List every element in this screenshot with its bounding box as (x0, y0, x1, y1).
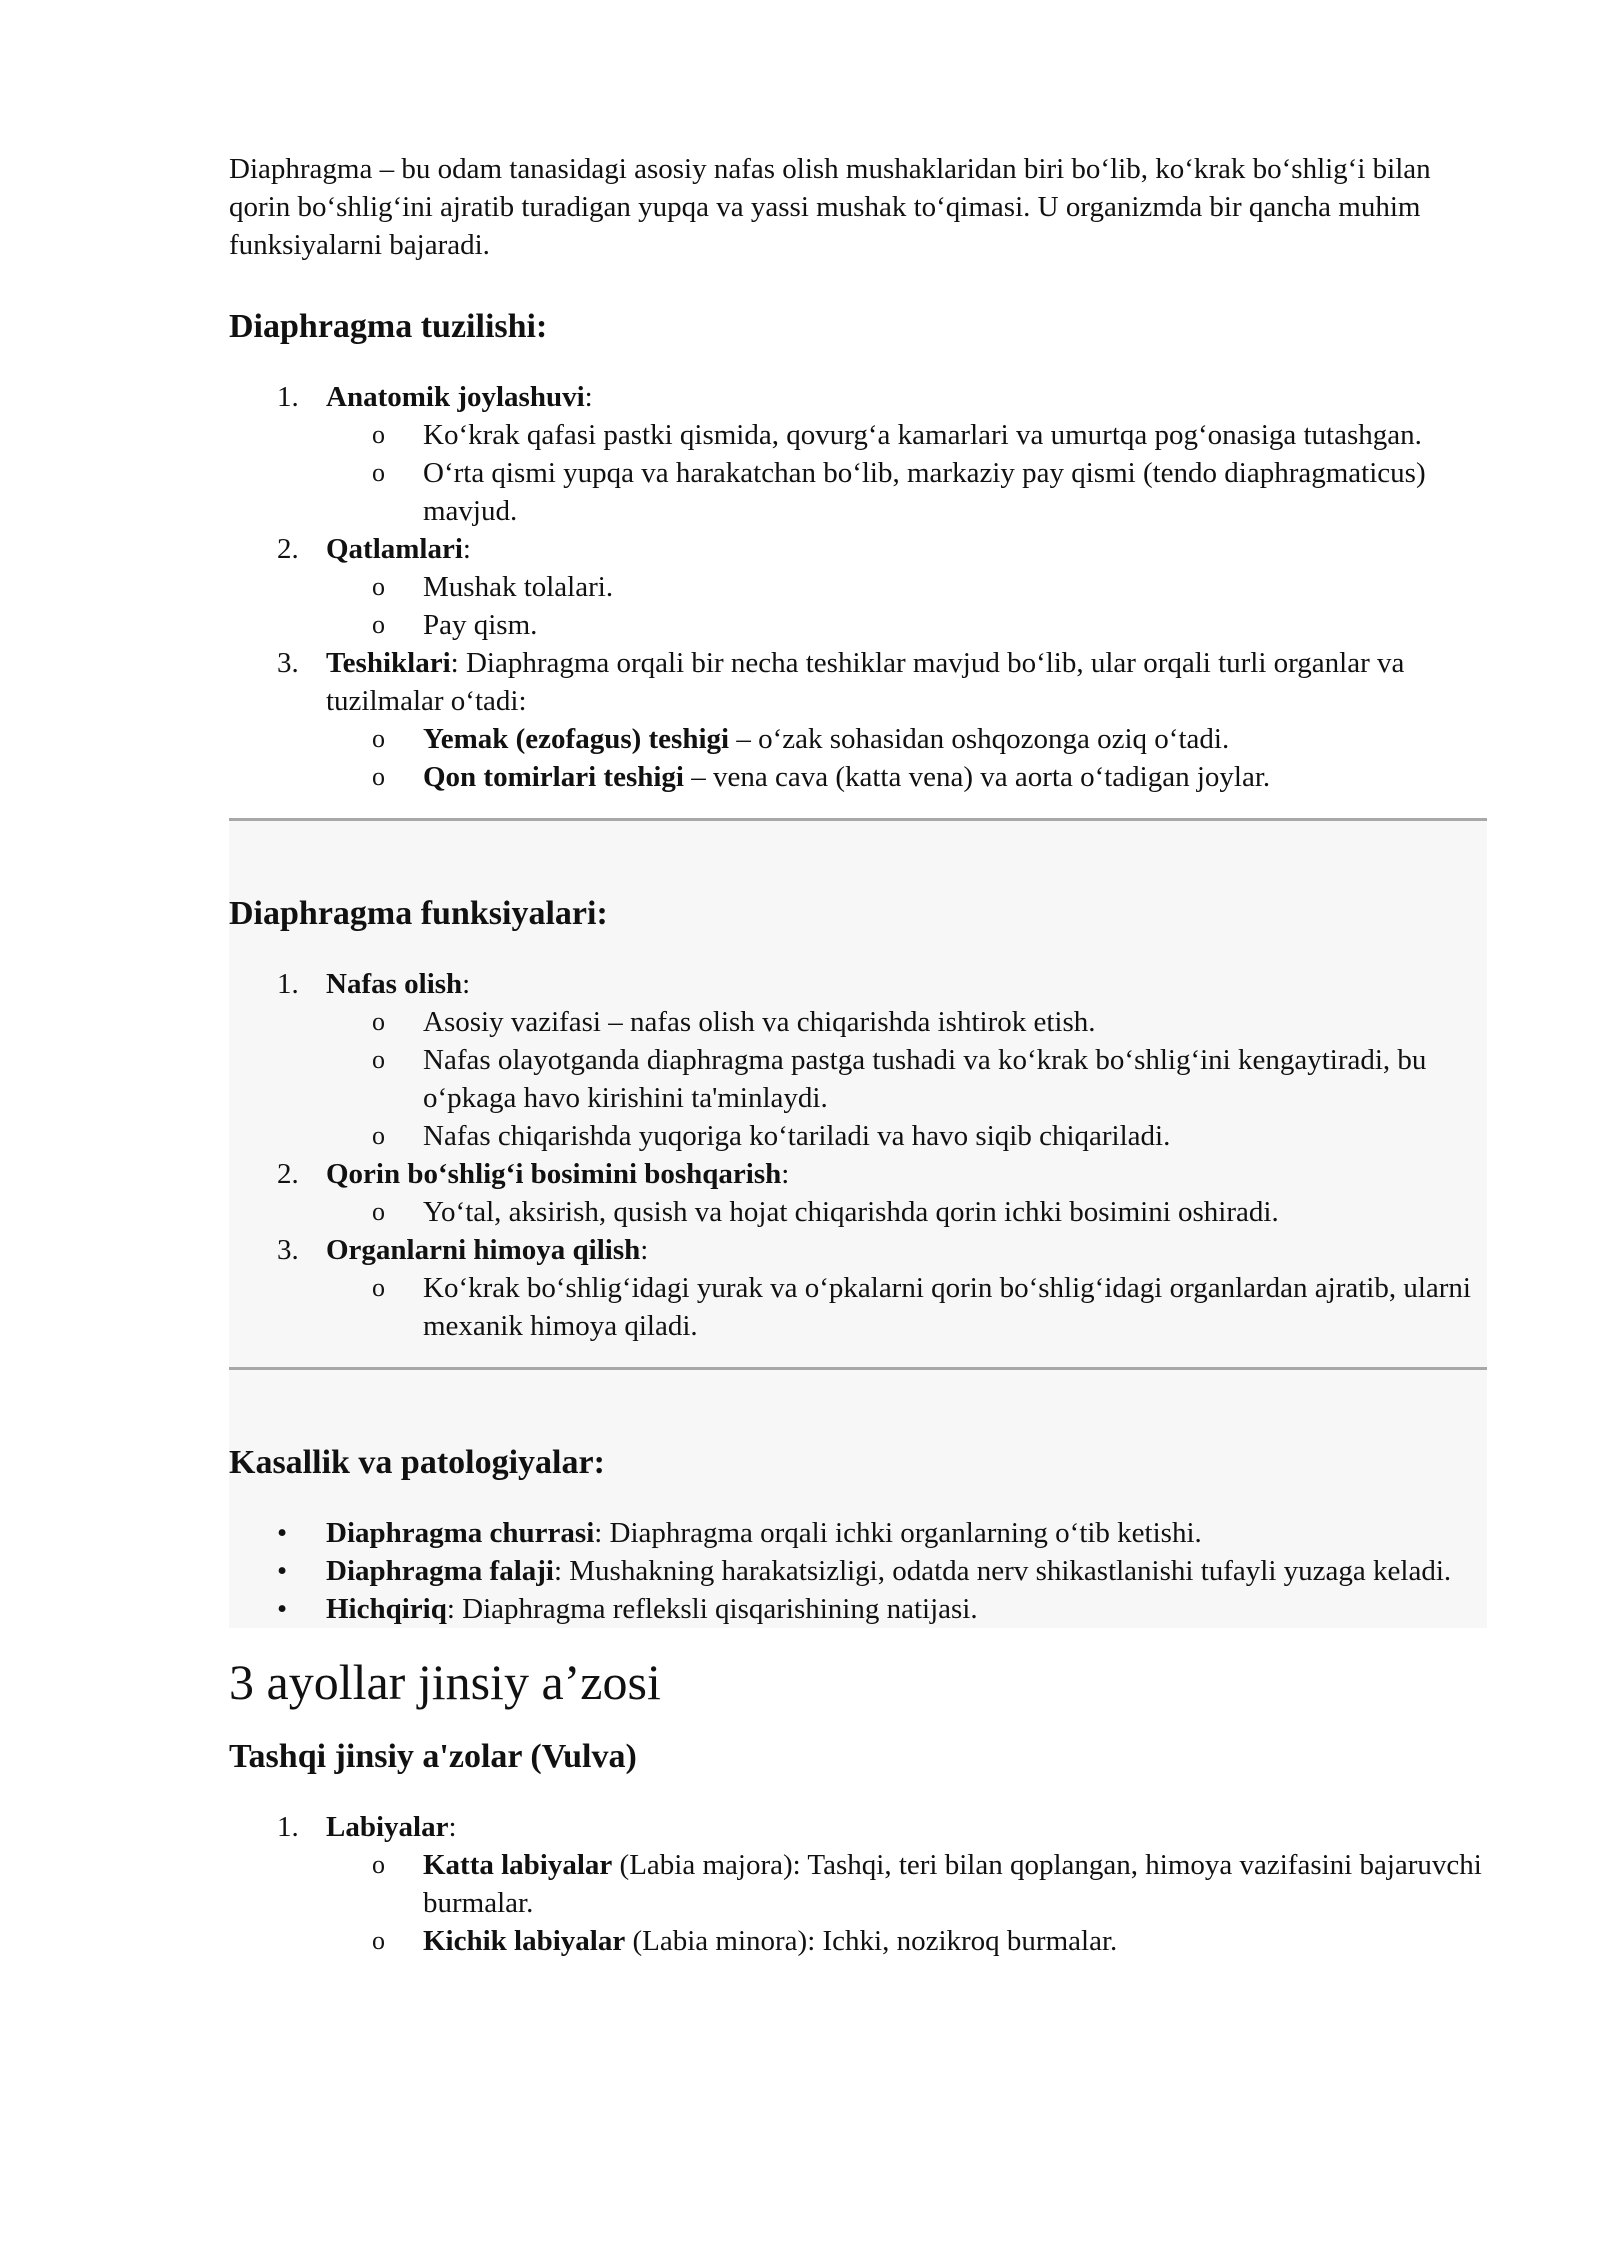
item-label: Diaphragma falaji (326, 1555, 554, 1587)
item-label: Qorin bo‘shlig‘i bosimini boshqarish (326, 1158, 782, 1190)
item-number: 3. (277, 1234, 299, 1266)
sub-item-text: (Labia minora): Ichki, nozikroq burmalar. (625, 1925, 1118, 1957)
sub-list-item (326, 1193, 1487, 1231)
sub-list (326, 1846, 1487, 1960)
sub-list-item (326, 454, 1487, 530)
heading-diseases: Kasallik va patologiyalar: (229, 1444, 605, 1481)
item-text: : Diaphragma orqali ichki organlarning o‘tib ketishi. (594, 1517, 1202, 1549)
heading-functions: Diaphragma funksiyalari: (229, 895, 608, 932)
sub-list-item (326, 1922, 1487, 1960)
item-label: Organlarni himoya qilish (326, 1234, 641, 1266)
list-item (229, 965, 1487, 1155)
item-label: Hichqiriq (326, 1593, 447, 1625)
sub-item-text: Asosiy vazifasi – nafas olish va chiqarishda ishtirok etish. (423, 1006, 1096, 1038)
list-item (229, 1231, 1487, 1345)
sub-item-text: Pay qism. (423, 609, 538, 641)
item-label: Anatomik joylashuvi (326, 381, 585, 413)
heading-vulva: Tashqi jinsiy a'zolar (Vulva) (229, 1738, 637, 1775)
intro-paragraph: Diaphragma – bu odam tanasidagi asosiy nafas olish mushaklaridan biri bo‘lib, ko‘krak bo‘shlig‘i bilan qorin bo‘shlig‘ini ajratib turadigan yupqa va yassi mushak to‘qimasi. U organizmda bir qancha muhim funksiyalarni bajaradi. (229, 153, 1431, 261)
circle-bullet-icon: o (372, 458, 385, 487)
item-label: Teshiklari (326, 647, 451, 679)
item-text: : (640, 1234, 649, 1266)
sub-item-text: Nafas chiqarishda yuqoriga ko‘tariladi va havo siqib chiqariladi. (423, 1120, 1171, 1152)
sub-list-item (326, 720, 1487, 758)
sub-item-text: – vena cava (katta vena) va aorta o‘tadigan joylar. (683, 761, 1271, 793)
bullet-icon: • (277, 1517, 288, 1549)
sub-list-item (326, 758, 1487, 796)
bullet-icon: • (277, 1593, 288, 1625)
list-item (229, 378, 1487, 530)
item-number: 1. (277, 1811, 299, 1843)
section-title: 3 ayollar jinsiy a’zosi (229, 1654, 661, 1710)
list-item (229, 1155, 1487, 1231)
sub-list-item (326, 1041, 1487, 1117)
sub-item-text: – o‘zak sohasidan oshqozonga oziq o‘tadi. (729, 723, 1230, 755)
sub-item-text: (Labia majora): Tashqi, teri bilan qoplangan, himoya vazifasini bajaruvchi burmalar. (423, 1849, 1482, 1919)
item-number: 1. (277, 968, 299, 1000)
diseases-section (229, 1370, 1487, 1628)
document-page (229, 150, 1487, 1960)
list-item (229, 530, 1487, 644)
list-item (229, 1808, 1487, 1960)
item-label: Labiyalar (326, 1811, 449, 1843)
circle-bullet-icon: o (372, 420, 385, 449)
item-text: : (448, 1811, 457, 1843)
circle-bullet-icon: o (372, 1121, 385, 1150)
sub-list-item (326, 606, 1487, 644)
item-text: : Mushakning harakatsizligi, odatda nerv shikastlanishi tufayli yuzaga keladi. (553, 1555, 1452, 1587)
circle-bullet-icon: o (372, 1926, 385, 1955)
item-text: : Diaphragma orqali bir necha teshiklar mavjud bo‘lib, ular orqali turli organlar va tuzilmalar o‘tadi: (326, 647, 1405, 717)
structure-list (229, 378, 1487, 796)
vulva-list (229, 1808, 1487, 1960)
item-label: Diaphragma churrasi (326, 1517, 595, 1549)
sub-item-text: Yo‘tal, aksirish, qusish va hojat chiqarishda qorin ichki bosimini oshiradi. (423, 1196, 1279, 1228)
sub-item-label: Yemak (ezofagus) teshigi (423, 723, 730, 755)
sub-list (326, 416, 1487, 530)
circle-bullet-icon: o (372, 724, 385, 753)
list-item (229, 1590, 1487, 1628)
sub-item-text: Nafas olayotganda diaphragma pastga tushadi va ko‘krak bo‘shlig‘ini kengaytiradi, bu o‘pkaga havo kirishini ta'minlaydi. (423, 1044, 1427, 1114)
sub-list-item (326, 1117, 1487, 1155)
functions-section (229, 821, 1487, 1367)
sub-item-text: Ko‘krak qafasi pastki qismida, qovurg‘a kamarlari va umurtqa pog‘onasiga tutashgan. (423, 419, 1422, 451)
functions-list (229, 965, 1487, 1345)
sub-list-item (326, 1003, 1487, 1041)
heading-structure: Diaphragma tuzilishi: (229, 308, 548, 345)
diseases-list (229, 1514, 1487, 1628)
sub-list (326, 720, 1487, 796)
sub-list (326, 1193, 1487, 1231)
sub-list (326, 568, 1487, 644)
sub-item-label: Katta labiyalar (423, 1849, 613, 1881)
sub-item-text: Mushak tolalari. (423, 571, 614, 603)
item-label: Qatlamlari (326, 533, 463, 565)
sub-item-label: Qon tomirlari teshigi (423, 761, 684, 793)
circle-bullet-icon: o (372, 610, 385, 639)
item-number: 2. (277, 533, 299, 565)
sub-item-text: O‘rta qismi yupqa va harakatchan bo‘lib, markaziy pay qismi (tendo diaphragmaticus) mavjud. (423, 457, 1426, 527)
list-item (229, 1552, 1487, 1590)
sub-list-item (326, 568, 1487, 606)
item-number: 3. (277, 647, 299, 679)
sub-item-label: Kichik labiyalar (423, 1925, 626, 1957)
item-label: Nafas olish (326, 968, 463, 1000)
circle-bullet-icon: o (372, 1273, 385, 1302)
circle-bullet-icon: o (372, 1850, 385, 1879)
item-text: : (781, 1158, 790, 1190)
item-text: : (462, 533, 471, 565)
circle-bullet-icon: o (372, 1007, 385, 1036)
item-number: 2. (277, 1158, 299, 1190)
list-item (229, 1514, 1487, 1552)
sub-list-item (326, 1269, 1487, 1345)
circle-bullet-icon: o (372, 572, 385, 601)
item-number: 1. (277, 381, 299, 413)
sub-list-item (326, 1846, 1487, 1922)
sub-list (326, 1003, 1487, 1155)
item-text: : (584, 381, 593, 413)
item-text: : (462, 968, 471, 1000)
list-item (229, 644, 1487, 796)
circle-bullet-icon: o (372, 1045, 385, 1074)
circle-bullet-icon: o (372, 1197, 385, 1226)
sub-list (326, 1269, 1487, 1345)
bullet-icon: • (277, 1555, 288, 1587)
sub-list-item (326, 416, 1487, 454)
circle-bullet-icon: o (372, 762, 385, 791)
sub-item-text: Ko‘krak bo‘shlig‘idagi yurak va o‘pkalarni qorin bo‘shlig‘idagi organlardan ajratib, ularni mexanik himoya qiladi. (423, 1272, 1471, 1342)
item-text: : Diaphragma refleksli qisqarishining natijasi. (446, 1593, 978, 1625)
